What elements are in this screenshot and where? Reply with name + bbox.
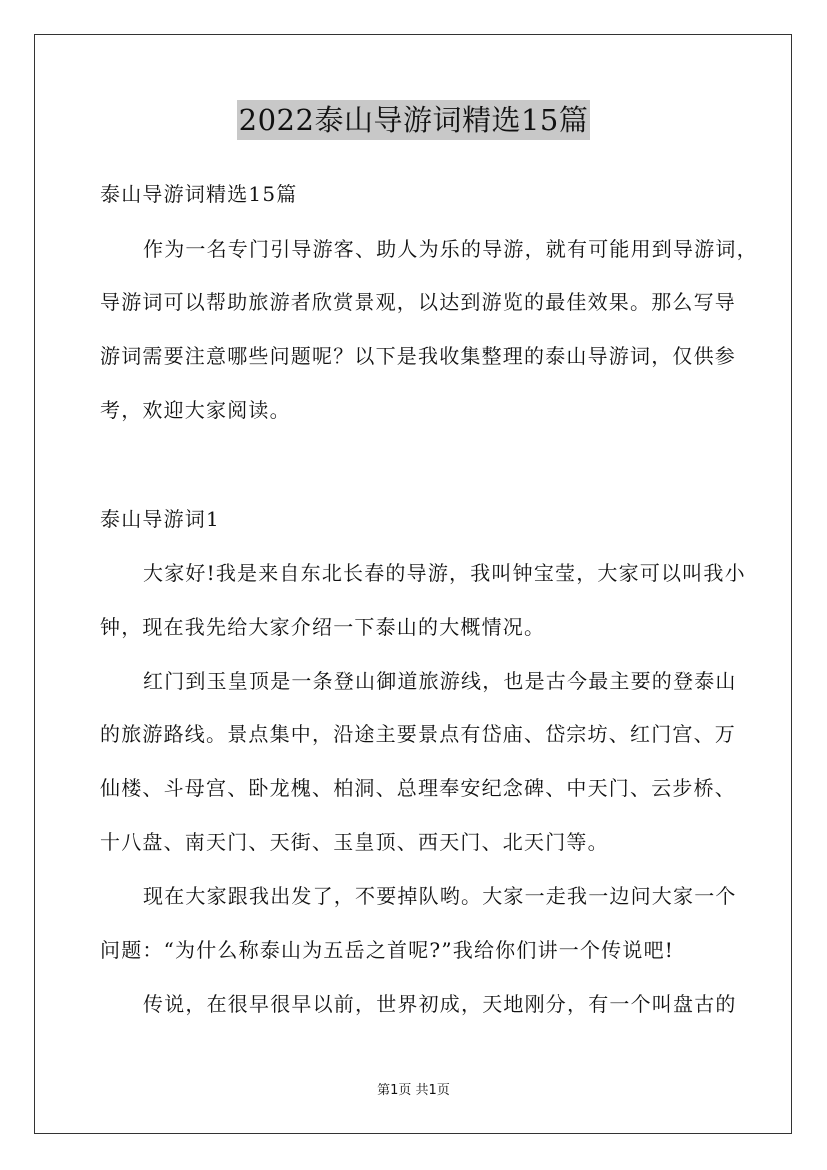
body-line-6: 十八盘、南天门、天街、玉皇顶、西天门、北天门等。 xyxy=(100,830,609,854)
body-line-2: 钟，现在我先给大家介绍一下泰山的大概情况。 xyxy=(100,615,546,639)
intro-line-3: 游词需要注意哪些问题呢？以下是我收集整理的泰山导游词，仅供参 xyxy=(100,344,736,368)
section-heading: 泰山导游词1 xyxy=(100,507,220,531)
document-title: 2022泰山导游词精选15篇 xyxy=(237,100,591,140)
body-line-1: 大家好!我是来自东北长春的导游，我叫钟宝莹，大家可以叫我小 xyxy=(143,561,746,585)
body-line-5: 仙楼、斗母宫、卧龙槐、柏洞、总理奉安纪念碑、中天门、云步桥、 xyxy=(100,776,736,800)
page-footer: 第1页 共1页 xyxy=(377,1083,450,1098)
intro-line-1: 作为一名专门引导游客、助人为乐的导游，就有可能用到导游词， xyxy=(143,237,758,261)
body-line-9: 传说，在很早很早以前，世界初成，天地刚分，有一个叫盘古的 xyxy=(143,992,737,1016)
intro-line-2: 导游词可以帮助旅游者欣赏景观，以达到游览的最佳效果。那么写导 xyxy=(100,290,736,314)
intro-line-4: 考，欢迎大家阅读。 xyxy=(100,398,291,422)
title-container xyxy=(0,100,827,140)
body-line-4: 的旅游路线。景点集中，沿途主要景点有岱庙、岱宗坊、红门宫、万 xyxy=(100,722,736,746)
body-line-3: 红门到玉皇顶是一条登山御道旅游线，也是古今最主要的登泰山 xyxy=(143,669,737,693)
body-line-7: 现在大家跟我出发了，不要掉队哟。大家一走我一边问大家一个 xyxy=(143,884,737,908)
subtitle: 泰山导游词精选15篇 xyxy=(100,182,298,206)
body-line-8: 问题：“为什么称泰山为五岳之首呢?”我给你们讲一个传说吧! xyxy=(100,938,675,962)
